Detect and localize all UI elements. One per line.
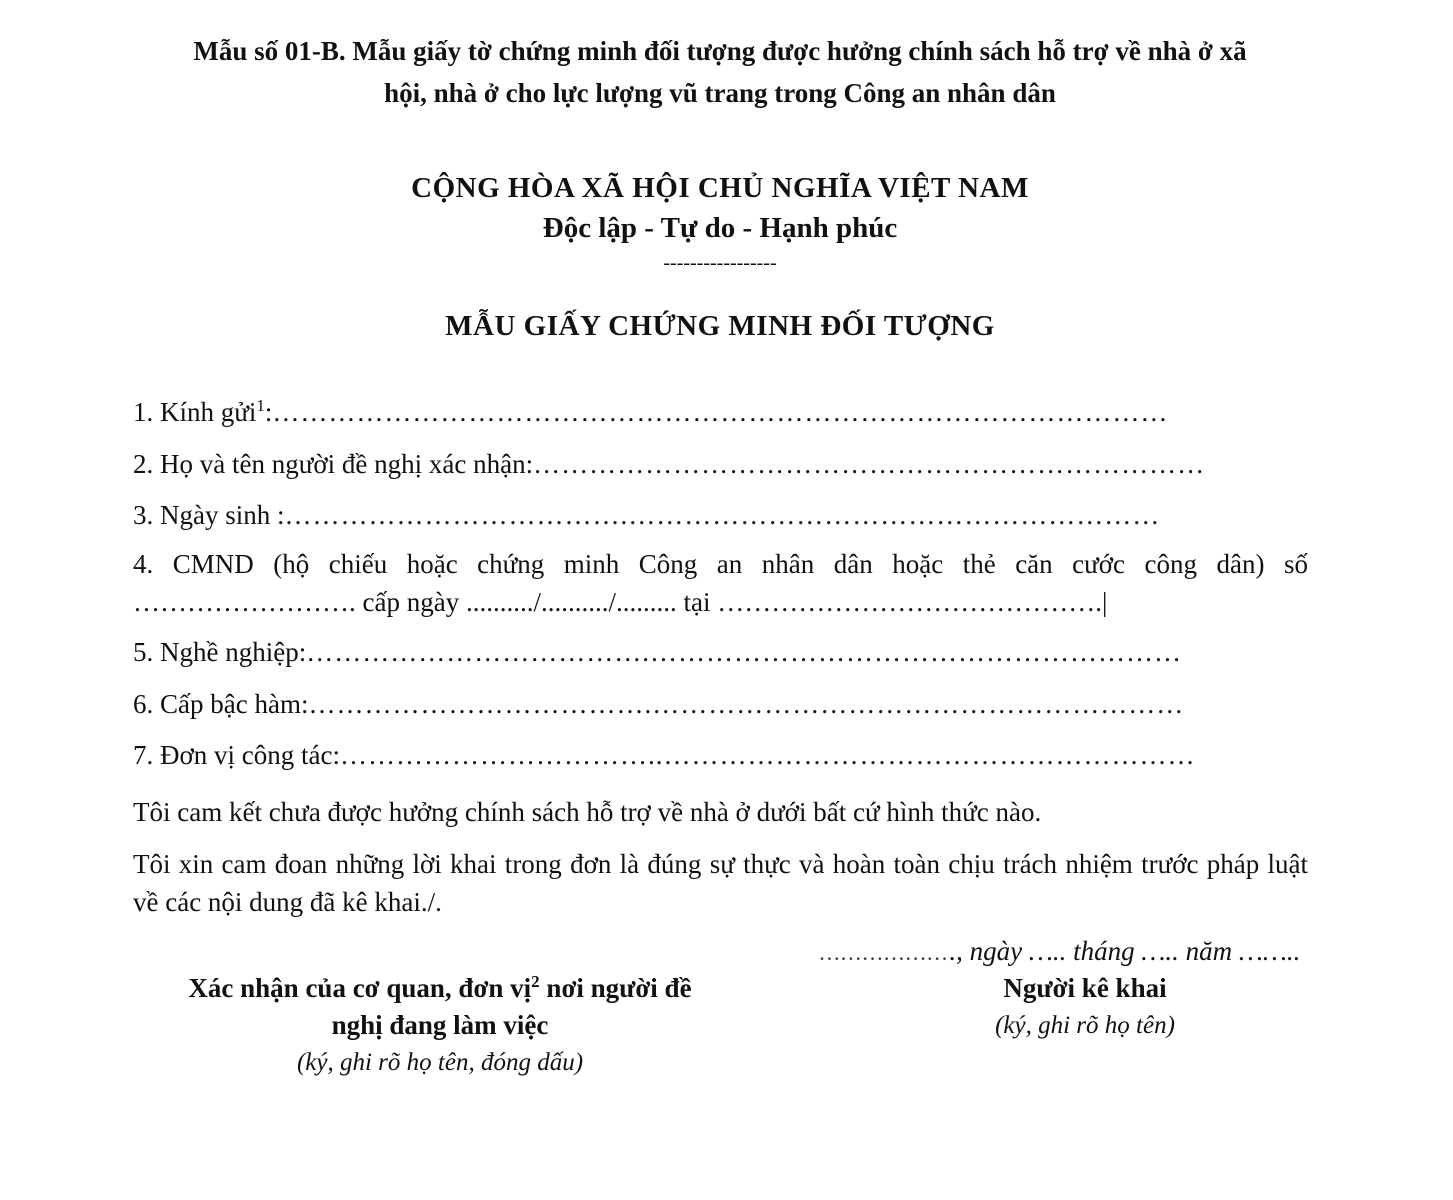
field-id-number-blank[interactable]: ……………………. cấp ngày ........../........../......... tại …………………………………….| bbox=[133, 587, 1108, 617]
form-code-line-2: hội, nhà ở cho lực lượng vũ trang trong Công an nhân dân bbox=[384, 78, 1056, 108]
field-recipient-blank[interactable]: …………………………………………………………………………………… bbox=[272, 397, 1169, 427]
agency-confirmation-block bbox=[125, 970, 755, 1082]
header-divider: ----------------- bbox=[663, 252, 777, 274]
field-full-name-label: 2. Họ và tên người đề nghị xác nhận: bbox=[133, 449, 534, 479]
field-occupation-label: 5. Nghề nghiệp: bbox=[133, 637, 307, 667]
agency-confirmation-title: Xác nhận của cơ quan, đơn vị$^2$ nơi người đề bbox=[188, 972, 692, 1003]
field-work-unit-blank[interactable]: ……………………………..………………………………………………… bbox=[339, 740, 1196, 770]
nation-name: CỘNG HÒA XÃ HỘI CHỦ NGHĨA VIỆT NAM bbox=[411, 172, 1029, 204]
national-motto: Độc lập - Tự do - Hạnh phúc bbox=[542, 212, 898, 244]
field-birth-date bbox=[133, 497, 1308, 533]
assurance-paragraph: Tôi xin cam đoan những lời khai trong đơn là đúng sự thực và hoàn toàn chịu trách nhiệm trước pháp luật về các nội dung đã kê khai./. bbox=[133, 849, 1308, 917]
date-text: ., ngày ….. tháng ….. năm …….. bbox=[949, 936, 1301, 966]
field-id-number-label: 4. CMND (hộ chiếu hoặc chứng minh Công an nhân dân hoặc thẻ căn cước công dân) số bbox=[133, 549, 1308, 579]
form-code-line-1: Mẫu số 01-B. Mẫu giấy tờ chứng minh đối tượng được hưởng chính sách hỗ trợ về nhà ở xã bbox=[193, 36, 1247, 66]
agency-confirmation-title-cont: nghị đang làm việc bbox=[331, 1010, 549, 1040]
date-place-blank[interactable]: ……………… bbox=[820, 940, 950, 965]
footnote-marker-1: 1 bbox=[256, 396, 265, 415]
field-occupation bbox=[133, 634, 1308, 670]
field-work-unit-label: 7. Đơn vị công tác: bbox=[133, 740, 340, 770]
field-id-number-line-2 bbox=[133, 584, 1308, 620]
field-recipient-label: 1. Kính gửi$^1$: bbox=[133, 396, 273, 427]
field-full-name-blank[interactable]: ……………………………………………………………… bbox=[533, 449, 1206, 479]
form-code-heading bbox=[140, 30, 1300, 114]
footnote-marker-2: 2 bbox=[531, 972, 540, 991]
document-title: MẪU GIẤY CHỨNG MINH ĐỐI TƯỢNG bbox=[445, 310, 995, 342]
agency-signature-note: (ký, ghi rõ họ tên, đóng dấu) bbox=[296, 1049, 584, 1076]
field-birth-date-label: 3. Ngày sinh : bbox=[133, 500, 285, 530]
date-place-line bbox=[820, 932, 1360, 972]
declarant-block bbox=[935, 970, 1235, 1044]
field-birth-date-blank[interactable]: ……………………………….………………………………………………… bbox=[284, 500, 1161, 530]
field-work-unit bbox=[133, 737, 1308, 773]
field-rank bbox=[133, 686, 1308, 722]
field-occupation-blank[interactable]: ……………………………….………………………………………………… bbox=[306, 637, 1182, 667]
declarant-title: Người kê khai bbox=[1003, 973, 1167, 1003]
field-id-number-line-1 bbox=[133, 546, 1308, 582]
declarant-signature-note: (ký, ghi rõ họ tên) bbox=[995, 1012, 1175, 1039]
field-full-name bbox=[133, 446, 1308, 482]
commitment-paragraph: Tôi cam kết chưa được hưởng chính sách hỗ trợ về nhà ở dưới bất cứ hình thức nào. bbox=[133, 797, 1042, 827]
field-recipient bbox=[133, 394, 1308, 430]
field-rank-blank[interactable]: ……………………………….………………………………………………… bbox=[308, 689, 1185, 719]
field-rank-label: 6. Cấp bậc hàm: bbox=[133, 689, 309, 719]
